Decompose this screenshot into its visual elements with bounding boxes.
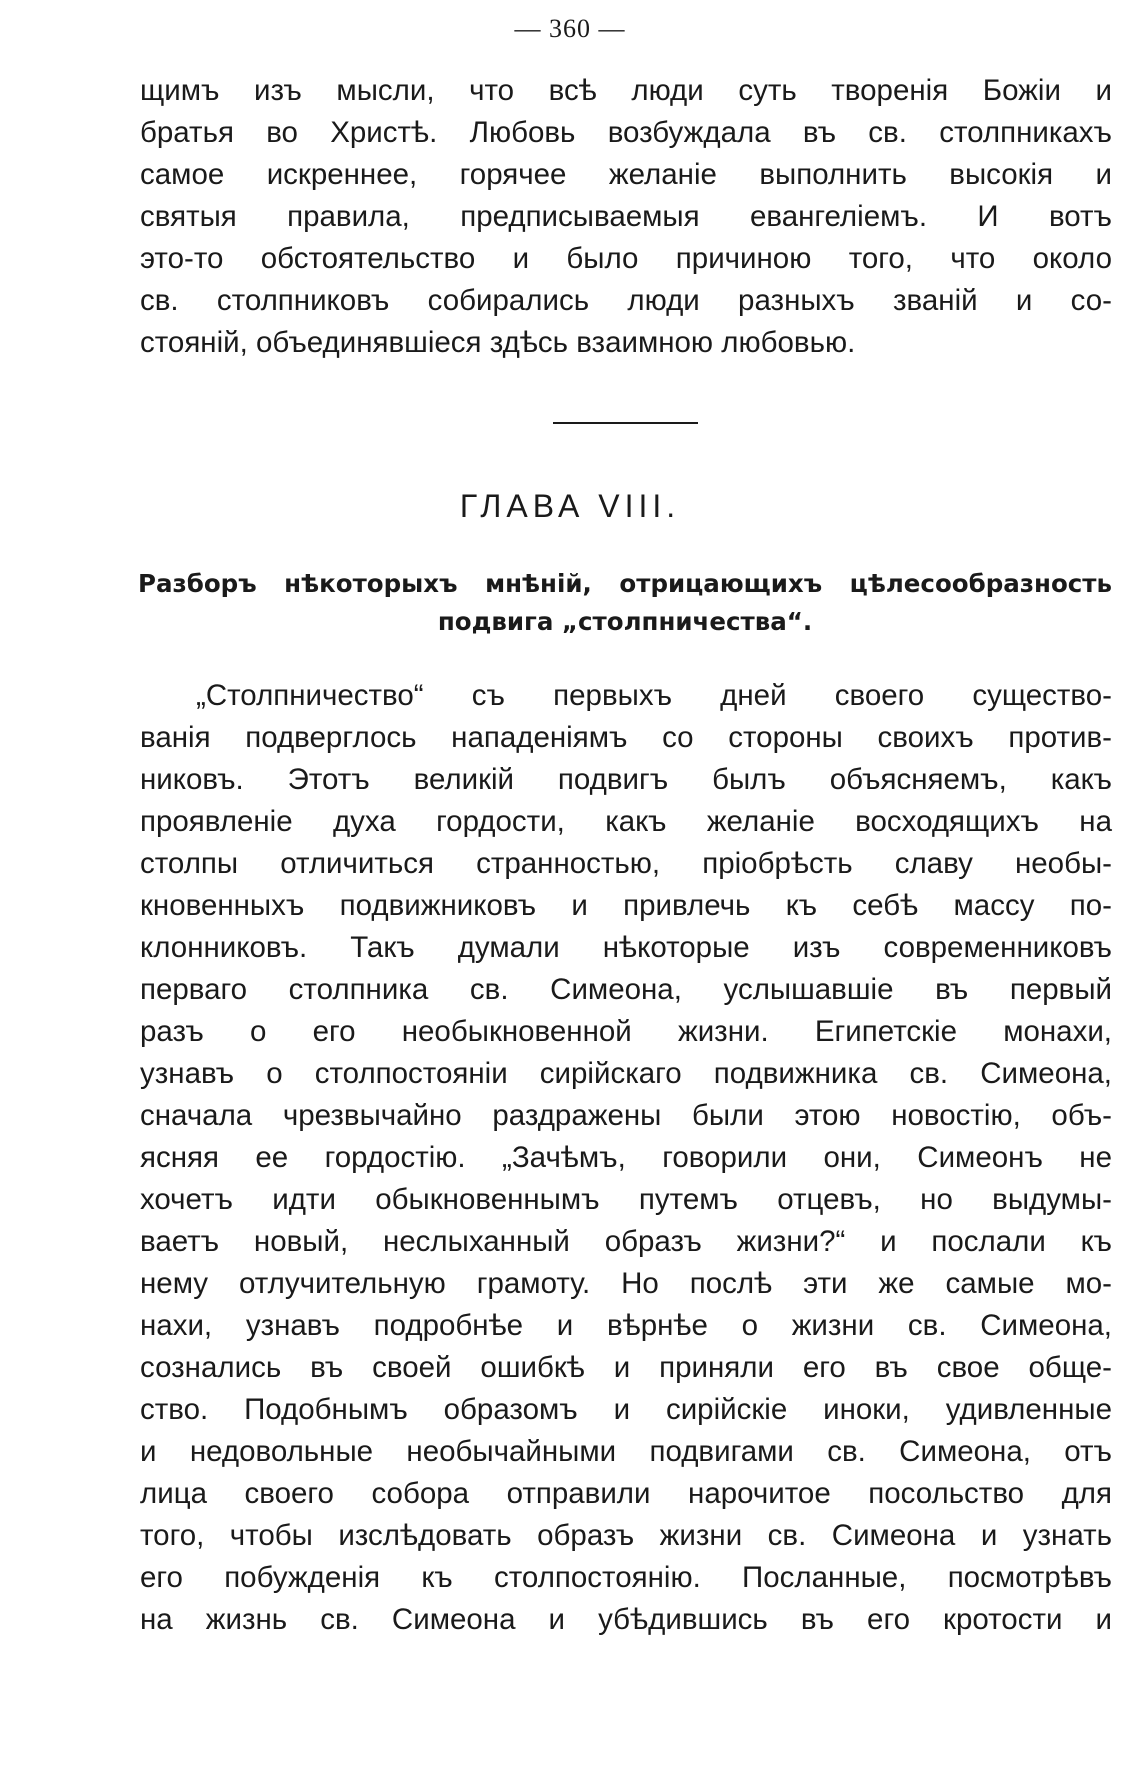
text-line: проявленіе духа гордости, какъ желаніе восходящихъ на [140, 805, 1112, 838]
subtitle-line: Разборъ нѣкоторыхъ мнѣній, отрицающихъ цѣлесообразность [138, 569, 1112, 598]
text-line: узнавъ о столпостояніи сирійскаго подвижника св. Симеона, [140, 1057, 1112, 1090]
text-line: святыя правила, предписываемыя евангеліемъ. И вотъ [140, 200, 1112, 233]
text-line: лица своего собора отправили нарочитое посольство для [140, 1477, 1112, 1510]
text-line: столпы отличиться странностью, пріобрѣсть славу необы- [140, 847, 1112, 880]
text-line: хочетъ идти обыкновеннымъ путемъ отцевъ, но выдумы- [140, 1183, 1112, 1216]
text-line: ство. Подобнымъ образомъ и сирійскіе иноки, удивленные [140, 1393, 1112, 1426]
text-line: ваетъ новый, неслыханный образъ жизни?“ и послали къ [140, 1225, 1112, 1258]
text-line: того, чтобы изслѣдовать образъ жизни св. Симеона и узнать [140, 1519, 1112, 1552]
text-line: это-то обстоятельство и было причиною того, что около [140, 242, 1112, 275]
text-line: св. столпниковъ собирались люди разныхъ званій и со- [140, 284, 1112, 317]
text-line: и недовольные необычайными подвигами св. Симеона, отъ [140, 1435, 1112, 1468]
subtitle-line: подвига „столпничества“. [437, 607, 813, 636]
section-divider [553, 422, 698, 424]
text-line: нему отлучительную грамоту. Но послѣ эти же самые мо- [140, 1267, 1112, 1300]
paragraph-continuation [140, 70, 1112, 364]
text-line: ванія подверглось нападеніямъ со стороны своихъ против- [140, 721, 1112, 754]
text-line: самое искреннее, горячее желаніе выполнить высокія и [140, 158, 1112, 191]
text-line: кновенныхъ подвижниковъ и привлечь къ себѣ массу по- [140, 889, 1112, 922]
chapter-subtitle [138, 565, 1112, 641]
text-line: разъ о его необыкновенной жизни. Египетскіе монахи, [140, 1015, 1112, 1048]
text-line: его побужденія къ столпостоянію. Посланные, посмотрѣвъ [140, 1561, 1112, 1594]
text-line: стояній, объединявшіеся здѣсь взаимною любовью. [140, 326, 856, 359]
text-line: ясняя ее гордостію. „Зачѣмъ, говорили они, Симеонъ не [140, 1141, 1112, 1174]
text-line: щимъ изъ мысли, что всѣ люди суть творенія Божіи и [140, 74, 1112, 107]
page-number: — 360 — [514, 14, 626, 43]
text-line: нахи, узнавъ подробнѣе и вѣрнѣе о жизни св. Симеона, [140, 1309, 1112, 1342]
text-line: сначала чрезвычайно раздражены были этою новостію, объ- [140, 1099, 1112, 1132]
text-line: на жизнь св. Симеона и убѣдившись въ его кротости и [140, 1603, 1112, 1636]
chapter-heading: ГЛАВА VIII. [459, 488, 681, 524]
text-line: „Столпничество“ съ первыхъ дней своего существо- [196, 679, 1112, 712]
text-line: никовъ. Этотъ великій подвигъ былъ объясняемъ, какъ [140, 763, 1112, 796]
text-line: сознались въ своей ошибкѣ и приняли его въ свое обще- [140, 1351, 1112, 1384]
chapter-paragraph [140, 675, 1112, 1641]
text-line: клонниковъ. Такъ думали нѣкоторые изъ современниковъ [140, 931, 1112, 964]
text-line: братья во Христѣ. Любовь возбуждала въ св. столпникахъ [140, 116, 1112, 149]
text-line: перваго столпника св. Симеона, услышавшіе въ первый [140, 973, 1112, 1006]
